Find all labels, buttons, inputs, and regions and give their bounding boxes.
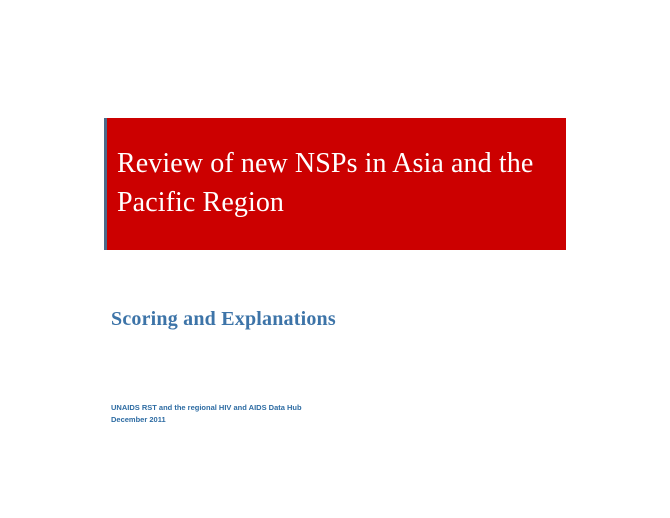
credits-block bbox=[111, 402, 531, 427]
page-title: Review of new NSPs in Asia and the Pacific Region bbox=[117, 148, 534, 218]
credits-date: December 2011 bbox=[111, 415, 166, 425]
title-banner bbox=[104, 118, 566, 250]
slide-subtitle: Scoring and Explanations bbox=[111, 308, 336, 330]
credits-organization: UNAIDS RST and the regional HIV and AIDS Data Hub bbox=[111, 403, 302, 412]
